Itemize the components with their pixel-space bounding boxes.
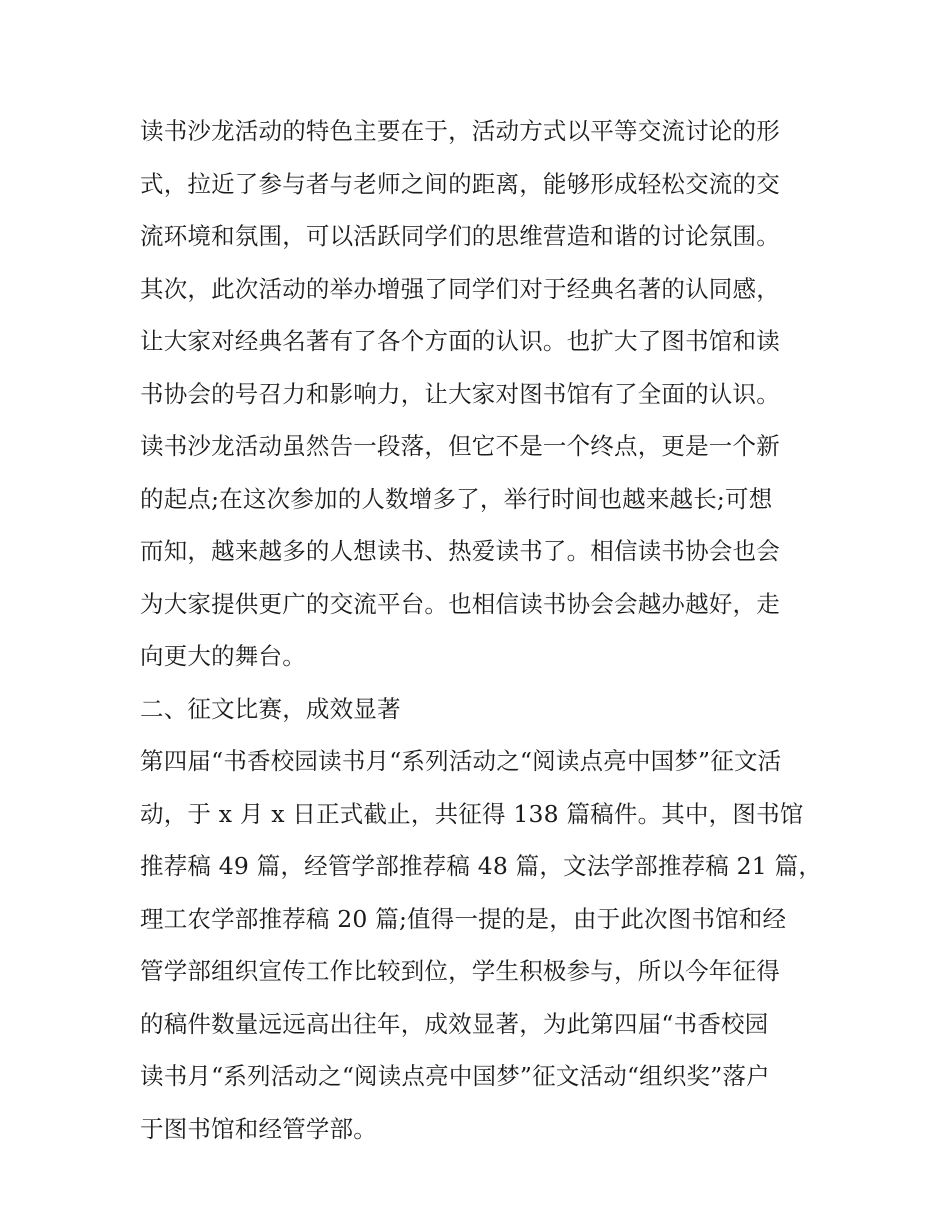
paragraph-line: 书协会的号召力和影响力，让大家对图书馆有了全面的认识。 xyxy=(140,379,780,408)
paragraph-line: 其次，此次活动的举办增强了同学们对于经典名著的认同感， xyxy=(140,274,780,303)
paragraph-line: 读书沙龙活动的特色主要在于，活动方式以平等交流讨论的形 xyxy=(140,117,780,145)
paragraph-line: 式，拉近了参与者与老师之间的距离，能够形成轻松交流的交 xyxy=(140,169,780,198)
section-heading: 二、征文比赛，成效显著 xyxy=(140,694,401,723)
paragraph-line: 推荐稿 49 篇，经管学部推荐稿 48 篇，文法学部推荐稿 21 篇， xyxy=(140,852,823,880)
paragraph-line: 第四届“书香校园读书月“系列活动之“阅读点亮中国梦”征文活 xyxy=(140,747,782,775)
paragraph-line: 动，于 x 月 x 日正式截止，共征得 138 篇稿件。其中，图书馆 xyxy=(140,799,804,828)
paragraph-line: 于图书馆和经管学部。 xyxy=(140,1114,377,1143)
paragraph-line: 理工农学部推荐稿 20 篇;值得一提的是，由于此次图书馆和经 xyxy=(140,904,787,933)
paragraph-line: 读书沙龙活动虽然告一段落，但它不是一个终点，更是一个新 xyxy=(140,432,780,460)
paragraph-line: 读书月“系列活动之“阅读点亮中国梦”征文活动“组织奖”落户 xyxy=(140,1062,770,1090)
paragraph-line: 为大家提供更广的交流平台。也相信读书协会会越办越好，走 xyxy=(140,589,780,618)
document-body xyxy=(140,105,823,1155)
paragraph-line: 的起点;在这次参加的人数增多了，举行时间也越来越长;可想 xyxy=(140,484,773,513)
paragraph-line: 让大家对经典名著有了各个方面的认识。也扩大了图书馆和读 xyxy=(140,327,780,355)
paragraph-line: 流环境和氛围，可以活跃同学们的思维营造和谐的讨论氛围。 xyxy=(140,222,780,250)
paragraph-line: 向更大的舞台。 xyxy=(140,642,306,670)
paragraph-line: 而知，越来越多的人想读书、热爱读书了。相信读书协会也会 xyxy=(140,537,780,565)
paragraph-line: 的稿件数量远远高出往年，成效显著，为此第四届“书香校园 xyxy=(140,1009,769,1038)
paragraph-line: 管学部组织宣传工作比较到位，学生积极参与，所以今年征得 xyxy=(140,957,780,985)
